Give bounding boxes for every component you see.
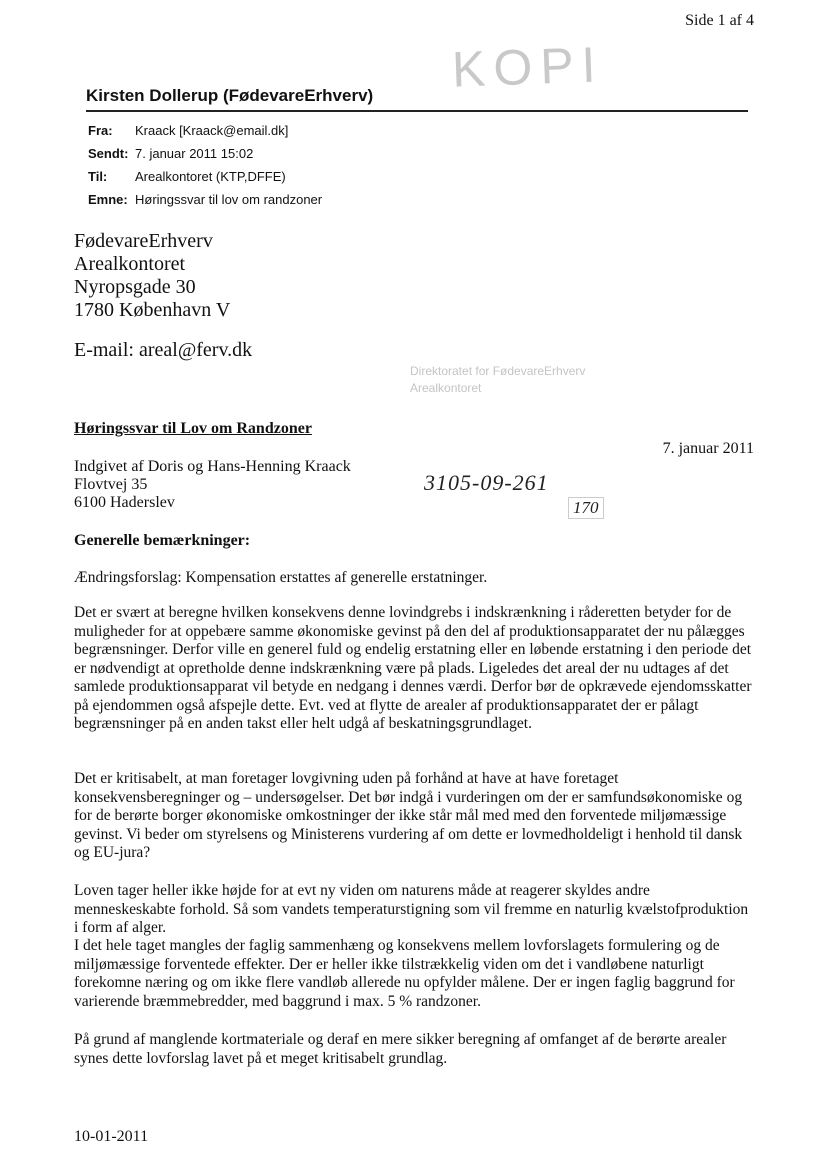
- email-sender-name: Kirsten Dollerup (FødevareErhverv): [86, 86, 374, 105]
- meta-row-sent: [88, 146, 253, 161]
- section-heading: Generelle bemærkninger:: [74, 532, 251, 549]
- page-number: Side 1 af 4: [685, 12, 754, 29]
- letter-subject: Høringssvar til Lov om Randzoner: [74, 420, 312, 437]
- meta-label: Sendt:: [88, 146, 129, 161]
- meta-label: Emne:: [88, 192, 128, 207]
- recipient-email: E-mail: areal@ferv.dk: [74, 339, 253, 361]
- submitter-line: Indgivet af Doris og Hans-Henning Kraack: [74, 458, 351, 475]
- kopi-stamp: KOPI: [451, 36, 605, 98]
- recipient-line: Arealkontoret: [74, 253, 186, 275]
- submitter-line: Flovtvej 35: [74, 476, 148, 493]
- meta-value: Høringssvar til lov om randzoner: [135, 192, 323, 207]
- meta-value: 7. januar 2011 15:02: [135, 146, 254, 161]
- recipient-line: 1780 København V: [74, 299, 231, 321]
- recipient-line: FødevareErhverv: [74, 230, 213, 252]
- letter-date: 7. januar 2011: [662, 440, 754, 457]
- meta-value: Kraack [Kraack@email.dk]: [135, 123, 289, 138]
- handwritten-code: 170: [568, 497, 604, 519]
- meta-row-to: [88, 169, 286, 184]
- body-paragraph: I det hele taget mangles der faglig sammenhæng og konsekvens mellem lovforslagets formulering og de miljømæssige forventede effekter. Der er heller ikke tilstrækkelig viden om det i vandløbene naturligt forekomne næring og om ikke flere vandløb allerede nu opfylder målene. Der er ingen faglig baggrund for varierende bræmmebredder, med baggrund i max. 5 % randzoner.: [74, 937, 735, 1010]
- body-paragraph: Det er svært at beregne hvilken konsekvens denne lovindgrebs i indskrænkning i råderetten betyder for de muligheder for at oppebære samme økonomiske gevinst på den del af produktionsapparatet der nu pålægges begrænsninger. Derfor ville en generel fuld og endelig erstatning eller en løbende erstatning i den periode det er nødvendigt at opretholde denne indskrænkning være på plads. Ligeledes det areal der nu udtages af det samlede produktionsapparat vil betyde en nedgang i dennes værdi. Derfor bør de opkrævede ejendomsskatter på ejendommen også afspejle dette. Evt. ved at flytte de arealer af produktionsapparatet der er pålagt begrænsninger på en anden takst eller helt udgå af beskatningsgrundlaget.: [74, 604, 752, 732]
- meta-row-subject: [88, 192, 322, 207]
- body-paragraph: Det er kritisabelt, at man foretager lovgivning uden på forhånd at have at have foretaget konsekvensberegninger og – undersøgelser. Det bør indgå i vurderingen om der er samfundsøkonomiske og for de berørte borger økonomiske omkostninger der ikke står mål med med den forventede miljømæssige gevinst. Vi beder om styrelsens og Ministerens vurdering af om dette er lovmedholdeligt i henhold til dansk og EU-jura?: [74, 770, 743, 861]
- footer-date: 10-01-2011: [74, 1128, 149, 1145]
- received-stamp-line: Arealkontoret: [410, 381, 482, 395]
- meta-label: Til:: [88, 169, 108, 184]
- submitter-line: 6100 Haderslev: [74, 494, 175, 511]
- recipient-line: Nyropsgade 30: [74, 276, 196, 298]
- meta-label: Fra:: [88, 123, 113, 138]
- header-divider: [86, 110, 748, 112]
- body-paragraph: Loven tager heller ikke højde for at evt ny viden om naturens måde at reagerer skyldes andre menneskeskabte forhold. Så som vandets temperaturstigning som vil fremme en naturlig kvælstofproduktion i form af alger.: [74, 882, 749, 936]
- body-paragraph: På grund af manglende kortmateriale og deraf en mere sikker beregning af omfanget af de berørte arealer synes dette lovforslag lavet på et meget kritisabelt grundlag.: [74, 1031, 727, 1067]
- handwritten-case-number: 3105-09-261: [424, 470, 549, 495]
- received-stamp-line: Direktoratet for FødevareErhverv: [410, 364, 586, 378]
- meta-value: Arealkontoret (KTP,DFFE): [135, 169, 286, 184]
- body-paragraph: Ændringsforslag: Kompensation erstattes af generelle erstatninger.: [74, 569, 488, 586]
- meta-row-from: [88, 123, 288, 138]
